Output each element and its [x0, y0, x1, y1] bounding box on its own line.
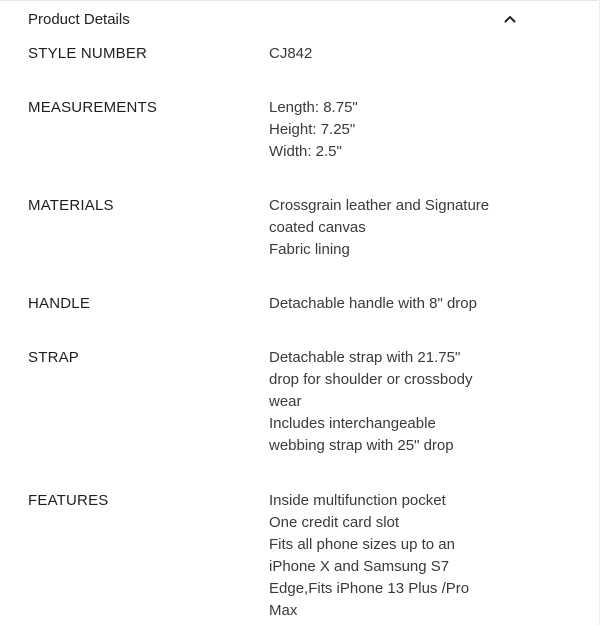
materials-label: MATERIALS: [28, 197, 114, 214]
detail-line: Fits all phone sizes up to an: [269, 536, 455, 553]
detail-line: webbing strap with 25" drop: [269, 437, 454, 454]
strap-value: [269, 347, 519, 457]
strap-label: STRAP: [28, 349, 80, 366]
detail-line: Fabric lining: [269, 241, 350, 258]
chevron-up-icon[interactable]: [502, 11, 518, 27]
measurements-label: MEASUREMENTS: [28, 99, 158, 116]
detail-line: Detachable handle with 8" drop: [269, 295, 477, 312]
materials-value: [269, 195, 519, 261]
detail-line: One credit card slot: [269, 514, 400, 531]
detail-line: Crossgrain leather and Signature: [269, 197, 490, 214]
detail-line: Detachable strap with 21.75": [269, 349, 461, 366]
product-details-toggle[interactable]: [28, 8, 518, 30]
detail-line: Edge,Fits iPhone 13 Plus /Pro: [269, 580, 470, 597]
right-divider: [599, 0, 600, 625]
detail-line: Length: 8.75": [269, 99, 358, 116]
features-label: FEATURES: [28, 492, 109, 509]
detail-line: Height: 7.25": [269, 121, 356, 138]
style-number-label: STYLE NUMBER: [28, 45, 148, 62]
style-number-value: [269, 43, 519, 65]
top-divider: [0, 0, 598, 1]
detail-line: Includes interchangeable: [269, 415, 436, 432]
detail-line: Width: 2.5": [269, 143, 342, 160]
measurements-value: [269, 97, 519, 163]
handle-label: HANDLE: [28, 295, 91, 312]
section-title: Product Details: [28, 10, 130, 28]
features-value: [269, 490, 519, 622]
detail-line: Inside multifunction pocket: [269, 492, 446, 509]
detail-line: wear: [269, 393, 302, 410]
detail-line: Max: [269, 602, 298, 619]
detail-line: iPhone X and Samsung S7: [269, 558, 450, 575]
detail-line: CJ842: [269, 45, 313, 62]
handle-value: [269, 293, 519, 315]
detail-line: coated canvas: [269, 219, 366, 236]
detail-line: drop for shoulder or crossbody: [269, 371, 473, 388]
